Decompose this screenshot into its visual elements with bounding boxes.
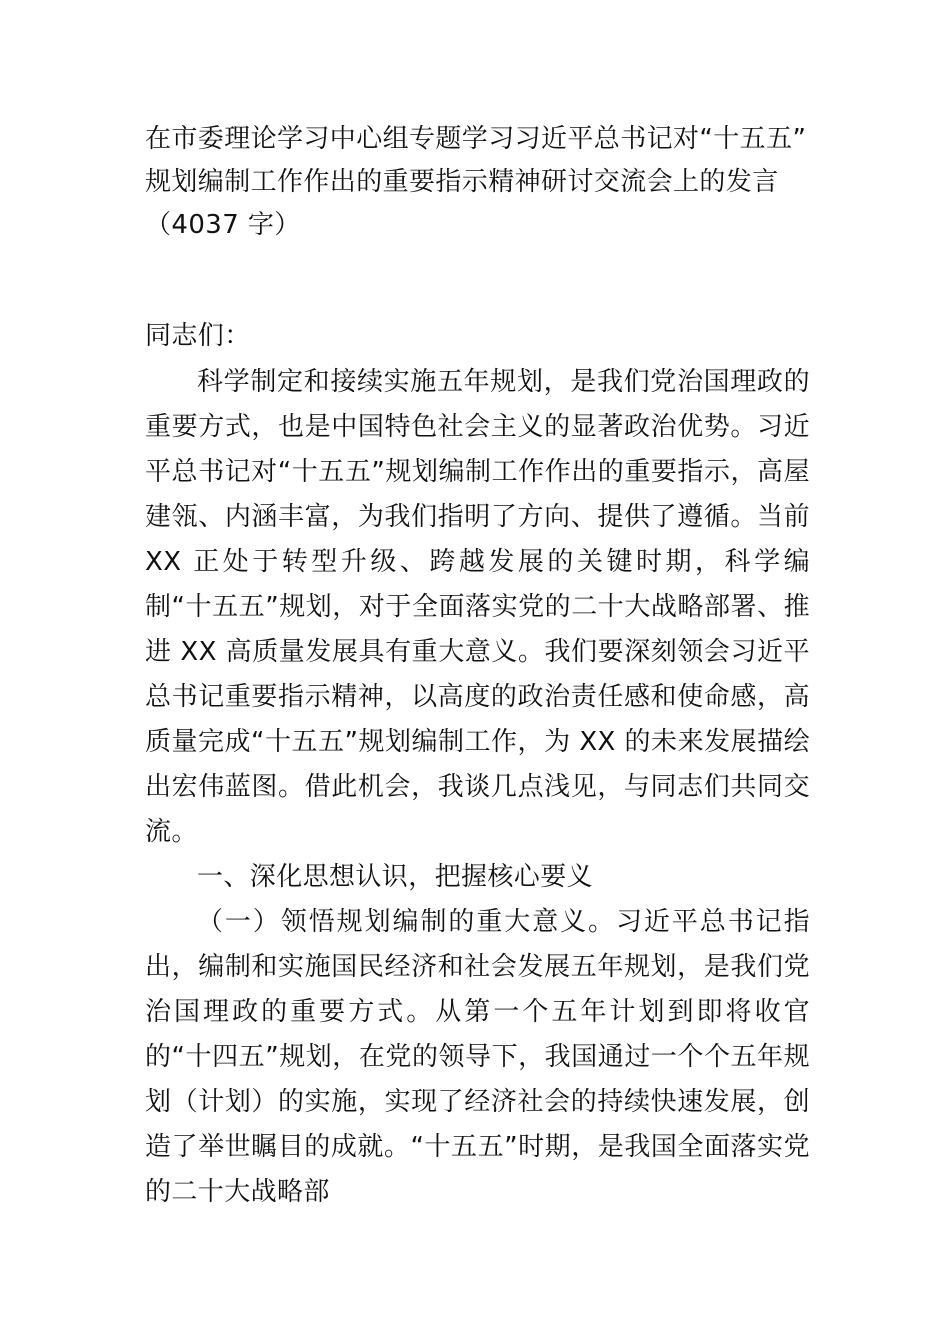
intro-paragraph: 科学制定和接续实施五年规划，是我们党治国理政的重要方式，也是中国特色社会主义的显著政治优势。习近平总书记对“十五五”规划编制工作作出的重要指示，高屋建瓴、内涵丰富，为我们指明了方向、提供了遵循。当前XX 正处于转型升级、跨越发展的关键时期，科学编制“十五五”规划，对于全面落实党的二十大战略部署、推进 XX 高质量发展具有重大意义。我们要深刻领会习近平总书记重要指示精神，以高度的政治责任感和使命感，高质量完成“十五五”规划编制工作，为 XX 的未来发展描绘出宏伟蓝图。借此机会，我谈几点浅见，与同志们共同交流。	[145, 367, 810, 847]
section-heading: 一、深化思想认识，把握核心要义	[197, 862, 594, 892]
title-line-1: 在市委理论学习中心组专题学习习近平总书记对“十五五”	[145, 124, 807, 154]
greeting: 同志们：	[145, 321, 251, 351]
title-line-3: （4037 字）	[145, 210, 301, 240]
document-body	[145, 118, 810, 1215]
document-title	[145, 118, 810, 247]
title-line-2: 规划编制工作作出的重要指示精神研讨交流会上的发言	[145, 167, 779, 197]
subsection-paragraph: （一）领悟规划编制的重大意义。习近平总书记指出，编制和实施国民经济和社会发展五年规划，是我们党治国理政的重要方式。从第一个五年计划到即将收官的“十四五”规划，在党的领导下，我国通过一个个五年规划（计划）的实施，实现了经济社会的持续快速发展，创造了举世瞩目的成就。“十五五”时期，是我国全面落实党的二十大战略部	[145, 907, 810, 1207]
